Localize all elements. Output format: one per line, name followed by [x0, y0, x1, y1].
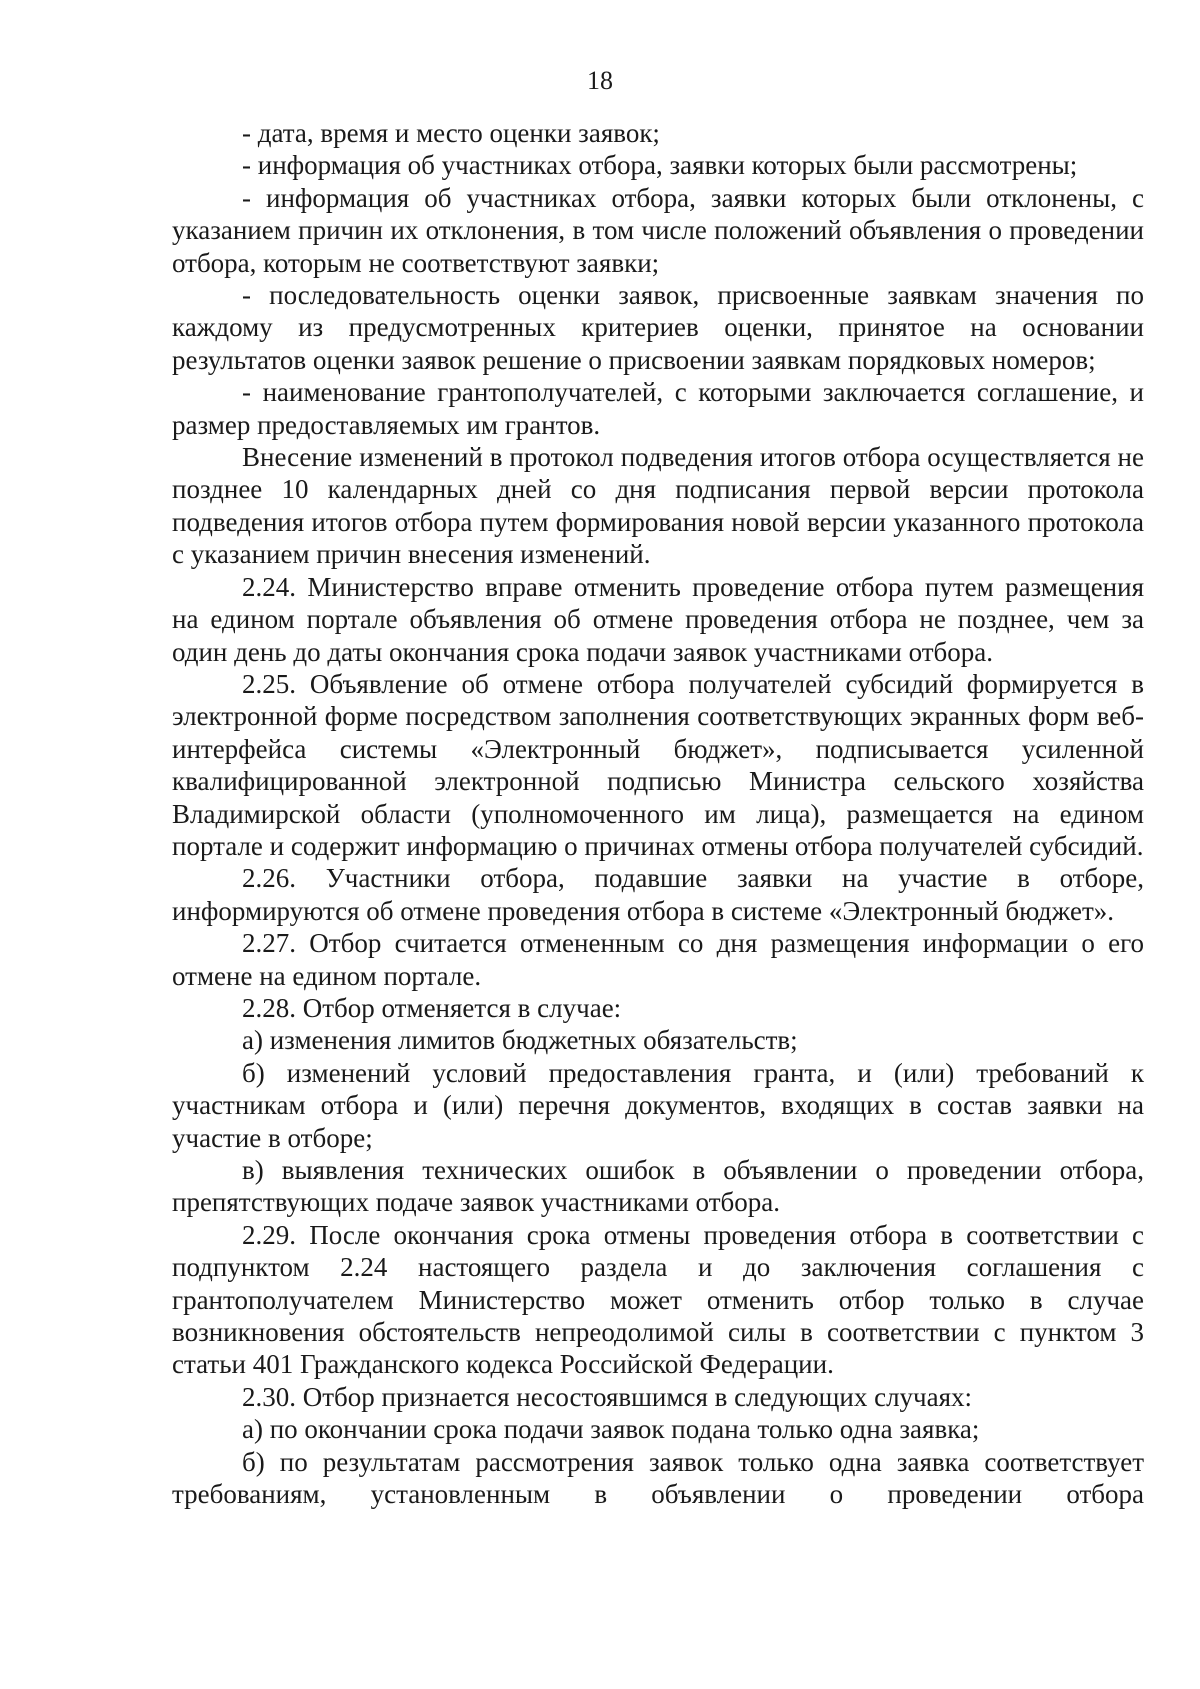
document-body: [172, 117, 1144, 1510]
paragraph-rejected-participants: - информация об участниках отбора, заявки которых были отклонены, с указанием причин их отклонения, в том числе положений объявления о проведении отбора, которым не соответствуют заявки;: [172, 182, 1144, 278]
paragraph-evaluation-date: - дата, время и место оценки заявок;: [242, 118, 660, 148]
paragraph-2-30: 2.30. Отбор признается несостоявшимся в следующих случаях:: [242, 1381, 973, 1412]
paragraph-reviewed-participants: - информация об участниках отбора, заявки которых были рассмотрены;: [242, 150, 1078, 181]
paragraph-2-26: 2.26. Участники отбора, подавшие заявки на участие в отборе, информируются об отмене проведения отбора в системе «Электронный бюджет».: [172, 863, 1144, 926]
paragraph-evaluation-sequence: - последовательность оценки заявок, присвоенные заявкам значения по каждому из предусмотренных критериев оценки, принятое на основании результатов оценки заявок решение о присвоении заявкам порядковых номеров;: [172, 280, 1144, 375]
paragraph-2-29: 2.29. После окончания срока отмены проведения отбора в соответствии с подпунктом 2.24 настоящего раздела и до заключения соглашения с грантополучателем Министерство может отменить отбор только в случае возникновения обстоятельств непреодолимой силы в соответствии с пунктом 3 статьи 401 Гражданского кодекса Российской Федерации.: [172, 1219, 1144, 1380]
paragraph-2-28-b: б) изменений условий предоставления гранта, и (или) требований к участникам отбора и (или) перечня документов, входящих в состав заявки на участие в отборе;: [172, 1057, 1144, 1153]
paragraph-2-30-b: б) по результатам рассмотрения заявок только одна заявка соответствует требованиям, установленным в объявлении о проведении отбора: [172, 1446, 1144, 1510]
paragraph-2-28-v: в) выявления технических ошибок в объявлении о проведении отбора, препятствующих подаче заявок участниками отбора.: [172, 1155, 1144, 1218]
paragraph-2-28: 2.28. Отбор отменяется в случае:: [242, 992, 622, 1023]
paragraph-2-27: 2.27. Отбор считается отмененным со дня размещения информации о его отмене на едином портале.: [172, 928, 1144, 991]
paragraph-grant-recipients: - наименование грантополучателей, с которыми заключается соглашение, и размер предоставляемых им грантов.: [172, 377, 1144, 440]
paragraph-2-28-a: а) изменения лимитов бюджетных обязательств;: [242, 1025, 798, 1056]
paragraph-2-25: 2.25. Объявление об отмене отбора получателей субсидий формируется в электронной форме посредством заполнения соответствующих экранных форм веб-интерфейса системы «Электронный бюджет», подписывается усиленной квалифицированной электронной подписью Министра сельского хозяйства Владимирской области (уполномоченного им лица), размещается на едином портале и содержит информацию о причинах отмены отбора получателей субсидий.: [172, 668, 1144, 861]
paragraph-2-24: 2.24. Министерство вправе отменить проведение отбора путем размещения на едином портале объявления об отмене проведения отбора не позднее, чем за один день до даты окончания срока подачи заявок участниками отбора.: [172, 571, 1144, 667]
page-number: 18: [587, 66, 613, 95]
paragraph-2-30-a: а) по окончании срока подачи заявок подана только одна заявка;: [242, 1414, 980, 1445]
paragraph-protocol-changes: Внесение изменений в протокол подведения итогов отбора осуществляется не позднее 10 календарных дней со дня подписания первой версии протокола подведения итогов отбора путем формирования новой версии указанного протокола с указанием причин внесения изменений.: [172, 442, 1144, 570]
